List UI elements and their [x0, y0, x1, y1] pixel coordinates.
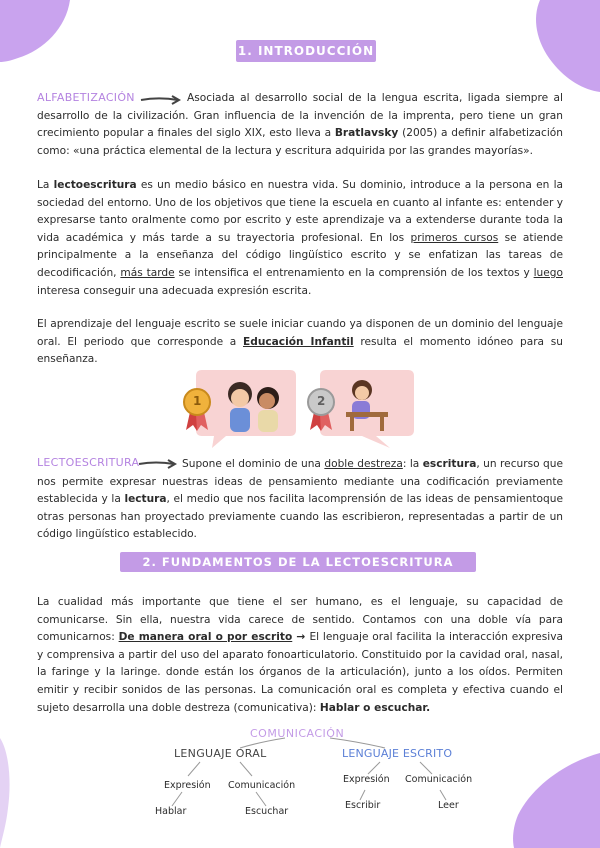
medal-second-icon [306, 386, 336, 432]
map-lenguaje-oral: LENGUAJE ORAL [174, 747, 267, 760]
map-escrito-expresion: Expresión [343, 774, 390, 785]
map-escuchar: Escuchar [245, 806, 289, 817]
fundamentos-paragraph: La cualidad más importante que tiene el ser humano, es el lenguaje, su capacidad de comunicarse. Sin ella, nuestra vida carece de sentido. Contamos con una doble vía para comunicarnos: De manera oral o por escrito → El lenguaje oral facilita la interacción expresiva y comprensiva a partir del uso del aparato fonoarticulatorio. Constituido por la cavidad oral, nasal, la faringe y la laringe. donde están los órganos de la articulación), junto a los oídos. Permiten emitir y recibir sonidos de las personas. La comunicación oral es completa y efectiva cuando el sujeto desarrolla una doble destreza (comunicativa): Hablar o escuchar. [37, 596, 563, 714]
map-leer: Leer [438, 800, 459, 811]
medal-first-icon [182, 386, 212, 432]
section-title-introduccion: 1. INTRODUCCIÓN [236, 40, 376, 62]
illustration-first [182, 368, 297, 450]
top-right-blob [530, 0, 600, 95]
map-oral-comunicacion: Comunicación [228, 780, 296, 791]
map-lenguaje-escrito: LENGUAJE ESCRITO [342, 747, 453, 760]
map-escrito-comunicacion: Comunicación [405, 774, 473, 785]
lectoescritura-label: LECTOESCRITURA [37, 456, 140, 469]
alfabetizacion-label: ALFABETIZACIÓN [37, 91, 135, 104]
lectoescritura-paragraph: Supone el dominio de una doble destreza: la escritura, un recurso que nos permite expresar nuestras ideas de pensamiento mediante una codificación previamente establecida y la lectura, el medio que nos facilita lacomprensión de las ideas de pensamientoque otras personas han proyectado previamente cuando las escribieron, representadas a partir de un código lingüístico establecido. [37, 458, 564, 541]
map-root: COMUNICACIÓN [250, 727, 345, 740]
aprendizaje-paragraph: El aprendizaje del lenguaje escrito se suele iniciar cuando ya disponen de un dominio del lenguaje oral. El periodo que corresponde a Educación Infantil resulta el momento idóneo para su enseñanza. [37, 318, 563, 366]
illustration-second [306, 368, 416, 450]
alfabetizacion-paragraph: Asociada al desarrollo social de la lengua escrita, ligada siempre al desarrollo de la civilización. Gran influencia de la invención de la imprenta, pero tiene un gran crecimiento popular a finales del siglo XIX, esto lleva a Bratlavsky (2005) a definir alfabetización como: «una práctica elemental de la lectura y escritura adquirida por las grandes mayorías». [37, 92, 563, 157]
top-left-blob [0, 0, 80, 70]
section-title-fundamentos: 2. FUNDAMENTOS DE LA LECTOESCRITURA [120, 552, 476, 572]
medal-first-number: 1 [193, 394, 202, 408]
lectoescritura-intro-paragraph: La lectoescritura es un medio básico en nuestra vida. Su dominio, introduce a la persona en la sociedad del entorno. Uno de los objetivos que tiene la escuela en cuanto al infante es: entender y expresarse tanto oralmente como por escrito y este aprendizaje va a extenderse durante toda la vida académica y más tarde a su trayectoria profesional. En los primeros cursos se atiende principalmente a la enseñanza del código lingüístico escrito y se enfatizan las tareas de decodificación, más tarde se intensifica el entrenamiento en la comprensión de los textos y luego interesa conseguir una adecuada expresión escrita. [37, 179, 563, 297]
map-hablar: Hablar [155, 806, 187, 817]
map-escribir: Escribir [345, 800, 381, 811]
map-oral-expresion: Expresión [164, 780, 211, 791]
medal-second-number: 2 [317, 394, 326, 408]
